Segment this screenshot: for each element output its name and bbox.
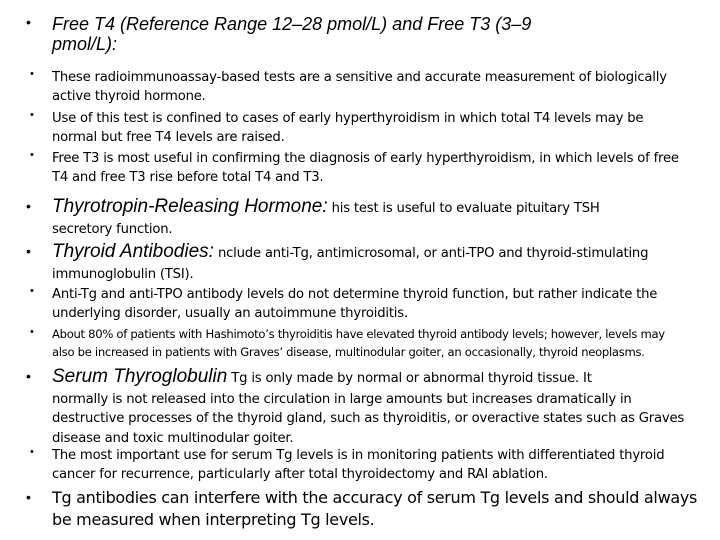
text-line-1: Anti-Tg and anti-TPO antibody levels do not determine thyroid function, but rather indicate the xyxy=(52,287,658,302)
bullet-marker: • xyxy=(30,68,34,80)
text-antibodies xyxy=(52,241,648,284)
text-line-1: These radioimmunoassay-based tests are a sensitive and accurate measurement of biologically xyxy=(52,70,667,85)
trh-separator: : xyxy=(322,196,328,217)
text-line-2: also be increased in patients with Graves’ disease, multinodular goiter, an occasionally, thyroid neoplasms. xyxy=(52,344,645,359)
text-line-1: Use of this test is confined to cases of early hyperthyroidism in which total T4 levels may be xyxy=(52,111,644,126)
bullet-marker: • xyxy=(30,109,34,121)
text-trh xyxy=(52,196,600,239)
bullet-marker: • xyxy=(30,285,34,297)
trh-rest: his test is useful to evaluate pituitary TSH xyxy=(327,201,600,216)
thyroglobulin-line-4: disease and toxic multinodular goiter. xyxy=(52,430,294,446)
bullet-marker: • xyxy=(26,198,31,214)
thyroglobulin-line-2: normally is not released into the circulation in large amounts but increases dramatically in xyxy=(52,392,632,407)
bullet-marker: • xyxy=(30,326,34,338)
bullet-marker: • xyxy=(26,368,31,384)
antibodies-continuation: immunoglobulin (TSI). xyxy=(52,267,194,282)
bullet-marker: • xyxy=(30,446,34,458)
antibodies-rest: nclude anti-Tg, antimicrosomal, or anti-TPO and thyroid-stimulating xyxy=(213,246,649,261)
text-line-2: active thyroid hormone. xyxy=(52,89,206,105)
trh-continuation: secretory function. xyxy=(52,222,173,237)
text-line-2: cancer for recurrence, particularly after total thyroidectomy and RAI ablation. xyxy=(52,467,548,483)
text-line-2: T4 and free T3 rise before total T4 and T3. xyxy=(52,170,324,186)
text-hashimoto xyxy=(52,326,665,361)
text-radioimmunoassay xyxy=(52,68,667,107)
text-confined xyxy=(52,109,643,148)
bullet-marker: • xyxy=(30,149,34,161)
heading-line-2: pmol/L): xyxy=(52,34,118,54)
text-line-1: Tg antibodies can interfere with the accuracy of serum Tg levels and should always xyxy=(52,488,698,507)
text-thyroglobulin xyxy=(52,366,684,448)
text-line-2: be measured when interpreting Tg levels. xyxy=(52,510,375,529)
text-tg-antibodies xyxy=(52,487,697,531)
thyroglobulin-rest: Tg is only made by normal or abnormal thyroid tissue. It xyxy=(227,371,592,386)
thyroglobulin-heading: Serum Thyroglobulin xyxy=(52,366,228,387)
text-line-2: underlying disorder, usually an autoimmune thyroiditis. xyxy=(52,306,408,322)
text-line-2: normal but free T4 levels are raised. xyxy=(52,130,285,146)
text-tg-use xyxy=(52,446,664,485)
trh-heading: Thyrotropin-Releasing Hormone xyxy=(52,196,323,217)
bullet-marker: • xyxy=(26,489,31,505)
text-line-1: About 80% of patients with Hashimoto’s thyroiditis have elevated thyroid antibody levels; however, levels may xyxy=(52,327,665,341)
bullet-marker: • xyxy=(26,243,31,259)
bullet-marker: • xyxy=(26,14,31,30)
heading-line-1: Free T4 (Reference Range 12–28 pmol/L) and Free T3 (3–9 xyxy=(52,14,532,34)
heading-free-t4-t3 xyxy=(52,14,531,54)
thyroglobulin-line-3: destructive processes of the thyroid gland, such as thyroiditis, or overactive states such as Graves xyxy=(52,411,685,427)
text-line-1: Free T3 is most useful in confirming the diagnosis of early hyperthyroidism, in which levels of free xyxy=(52,151,679,166)
antibodies-separator: : xyxy=(208,241,214,262)
text-free-t3-useful xyxy=(52,149,679,188)
antibodies-heading: Thyroid Antibodies xyxy=(52,241,209,262)
text-line-1: The most important use for serum Tg levels is in monitoring patients with differentiated thyroid xyxy=(52,448,665,463)
text-anti-tg-tpo xyxy=(52,285,657,324)
